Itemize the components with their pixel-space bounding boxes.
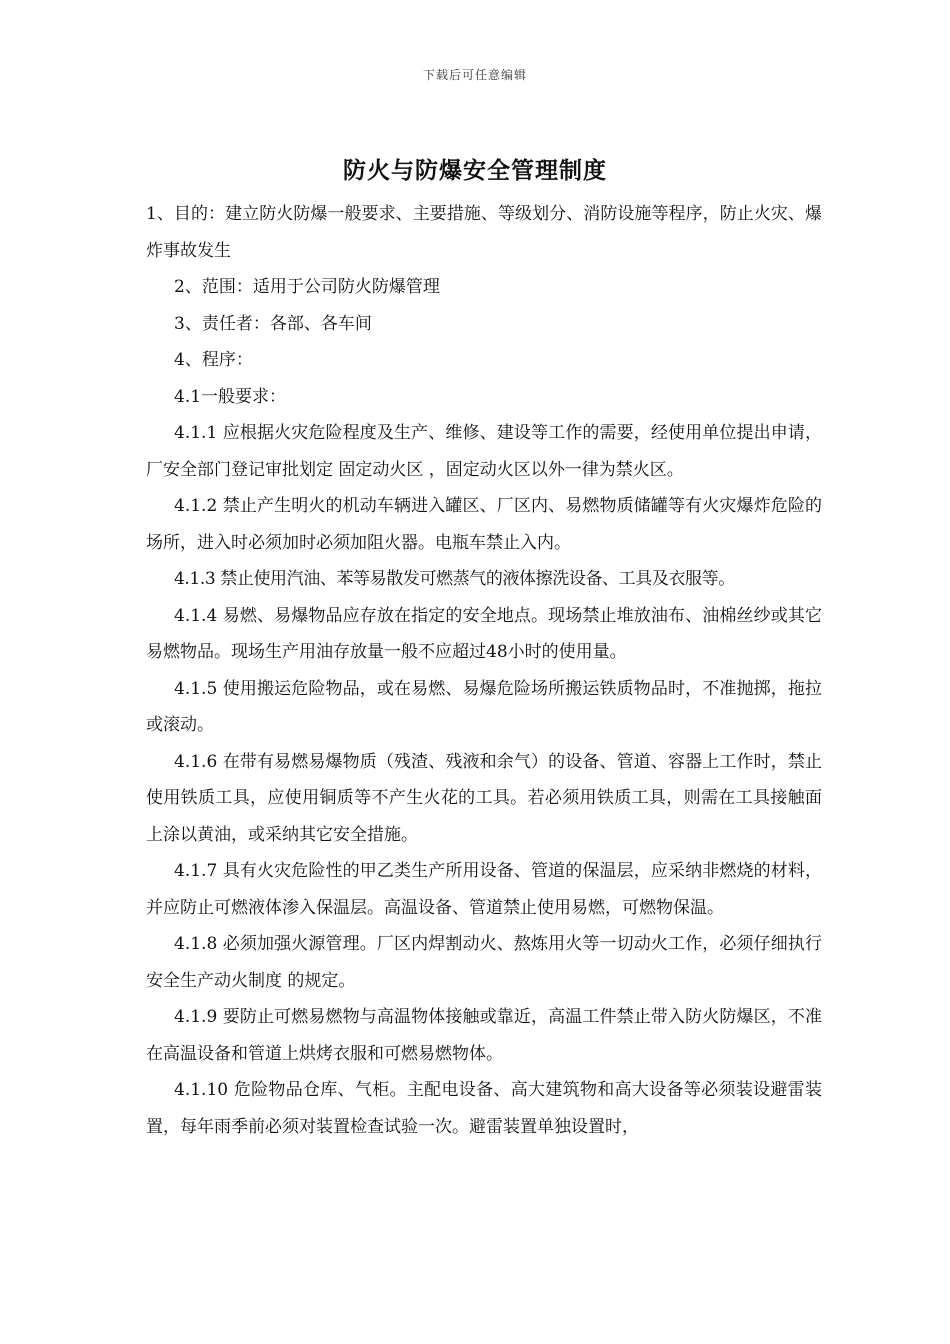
paragraph-purpose: 1、目的：建立防火防爆一般要求、主要措施、等级划分、消防设施等程序，防止火灾、爆炸事故发生 bbox=[146, 204, 822, 261]
paragraph-4-1-8: 4.1.8 必须加强火源管理。厂区内焊割动火、熬炼用火等一切动火工作，必须仔细执行 安全生产动火制度 的规定。 bbox=[146, 934, 822, 991]
header-note: 下载后可任意编辑 bbox=[422, 68, 527, 82]
paragraph-4-1: 4.1一般要求： bbox=[174, 386, 287, 407]
paragraph-procedure: 4、程序： bbox=[174, 350, 253, 370]
paragraph-4-1-2: 4.1.2 禁止产生明火的机动车辆进入罐区、厂区内、易燃物质储罐等有火灾爆炸危险的场所，进入时必须加时必须加阻火器。电瓶车禁止入内。 bbox=[146, 496, 822, 553]
paragraph-4-1-9: 4.1.9 要防止可燃易燃物与高温物体接触或靠近，高温工件禁止带入防火防爆区，不准在高温设备和管道上烘烤衣服和可燃易燃物体。 bbox=[146, 1007, 822, 1064]
paragraph-4-1-6: 4.1.6 在带有易燃易爆物质（残渣、残液和余气）的设备、管道、容器上工作时，禁止使用铁质工具，应使用铜质等不产生火花的工具。若必须用铁质工具，则需在工具接触面上涂以黄油，或采纳其它安全措施。 bbox=[146, 751, 822, 845]
document-title: 防火与防爆安全管理制度 bbox=[343, 157, 607, 184]
paragraph-4-1-1: 4.1.1 应根据火灾危险程度及生产、维修、建设等工作的需要，经使用单位提出申请，厂安全部门登记审批划定 固定动火区 ，固定动火区以外一律为禁火区。 bbox=[146, 423, 822, 480]
paragraph-responsible: 3、责任者：各部、各车间 bbox=[174, 313, 372, 334]
paragraph-4-1-4: 4.1.4 易燃、易爆物品应存放在指定的安全地点。现场禁止堆放油布、油棉丝纱或其它易燃物品。现场生产用油存放量一般不应超过48小时的使用量。 bbox=[146, 605, 822, 662]
paragraph-4-1-5: 4.1.5 使用搬运危险物品，或在易燃、易爆危险场所搬运铁质物品时，不准抛掷，拖拉或滚动。 bbox=[146, 678, 822, 735]
paragraph-scope: 2、范围：适用于公司防火防爆管理 bbox=[174, 277, 440, 297]
paragraph-4-1-3: 4.1.3 禁止使用汽油、苯等易散发可燃蒸气的液体擦洗设备、工具及衣服等。 bbox=[174, 569, 735, 589]
paragraph-4-1-10: 4.1.10 危险物品仓库、气柜。主配电设备、高大建筑物和高大设备等必须装设避雷装置，每年雨季前必须对装置检查试验一次。避雷装置单独设置时， bbox=[146, 1080, 822, 1137]
document-body bbox=[146, 196, 822, 1145]
paragraph-4-1-7: 4.1.7 具有火灾危险性的甲乙类生产所用设备、管道的保温层，应采纳非燃烧的材料，并应防止可燃液体渗入保温层。高温设备、管道禁止使用易燃，可燃物保温。 bbox=[146, 861, 822, 918]
